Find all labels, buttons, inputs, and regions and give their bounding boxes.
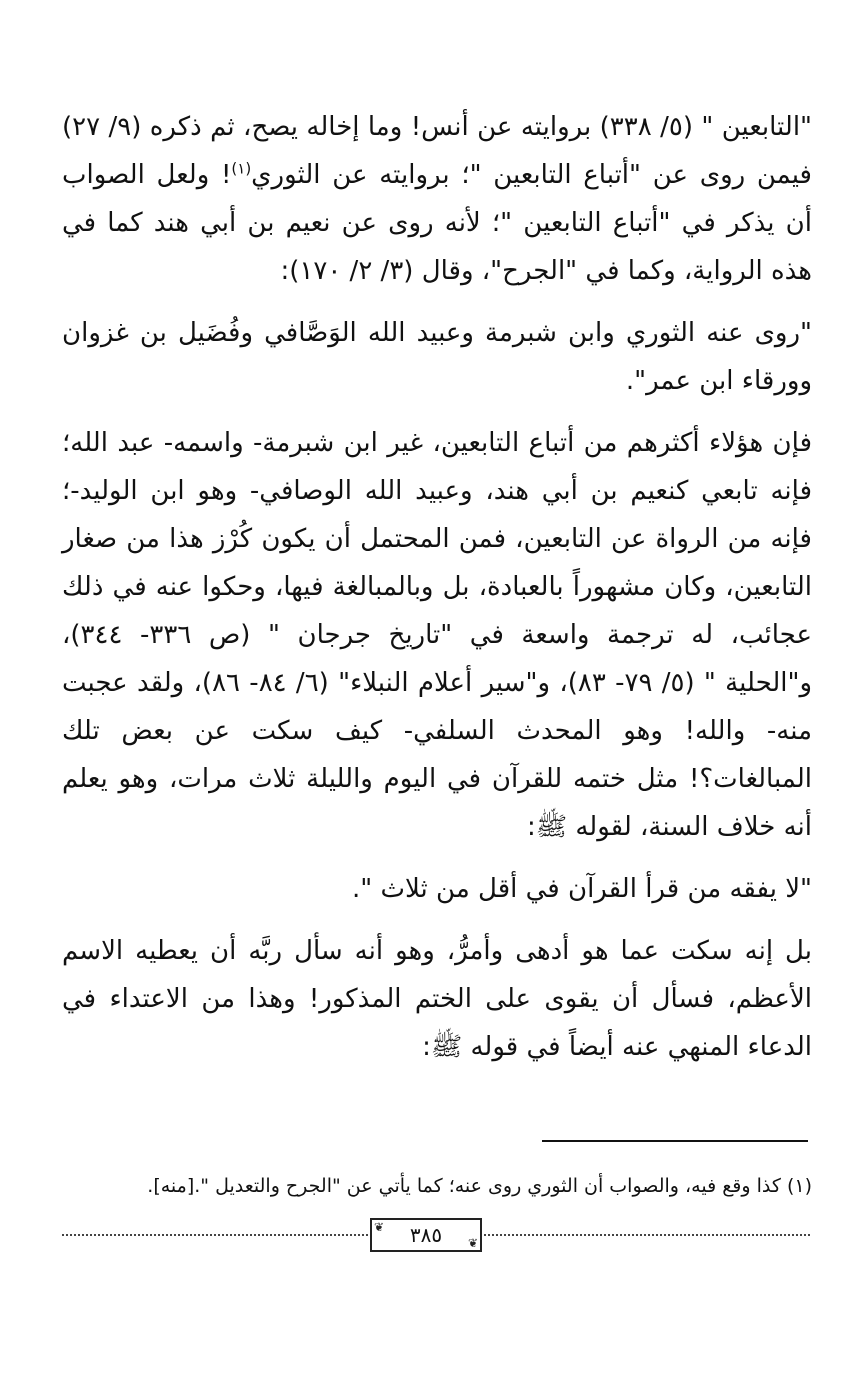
paragraph-3: فإن هؤلاء أكثرهم من أتباع التابعين، غير ابن شبرمة- واسمه- عبد الله؛ فإنه تابعي كنعيم بن أبي هند، وعبيد الله الوصافي- وهو ابن الوليد-؛ فإنه من الرواة عن التابعين، فمن المحتمل أن يكون كُرْز هذا من صغار التابعين، وكان مشهوراً بالعبادة، بل وبالمبالغة فيها، وحكوا عنه في ذلك عجائب، له ترجمة واسعة في "تاريخ جرجان " (ص ٣٣٦- ٣٤٤)، و"الحلية " (٥/ ٧٩- ٨٣)، و"سير أعلام النبلاء" (٦/ ٨٤- ٨٦)، ولقد عجبت منه- والله! وهو المحدث السلفي- كيف سكت عن بعض تلك المبالغات؟! مثل ختمه للقرآن في اليوم والليلة ثلاث مرات، وهو يعلم أنه خلاف السنة، لقوله ﷺ: bbox=[62, 428, 813, 842]
paragraph-1-part-a: "التابعين " (٥/ ٣٣٨) بروايته عن أنس! وما إخاله يصح، ثم ذكره (٩/ ٢٧) فيمن روى عن "أتباع التابعين "؛ بروايته عن الثوري bbox=[62, 112, 813, 190]
footer-dotted-line-left bbox=[62, 1234, 368, 1236]
paragraph-1 bbox=[62, 103, 812, 295]
main-text bbox=[62, 103, 812, 1071]
paragraph-4-hadith: "لا يفقه من قرأ القرآن في أقل من ثلاث ". bbox=[352, 874, 812, 904]
paragraph-1-part-b: ! ولعل الصواب أن يذكر في "أتباع التابعين "؛ لأنه روى عن نعيم بن أبي هند كما في هذه الرواية، وكما في "الجرح"، وقال (٣/ ٢/ ١٧٠): bbox=[62, 160, 812, 286]
footnote-separator bbox=[542, 1140, 808, 1142]
ornament-icon: ❦ bbox=[374, 1220, 385, 1234]
page-number: ٣٨٥ bbox=[409, 1223, 443, 1247]
footnote-reference: (١) bbox=[231, 159, 252, 178]
ornament-icon: ❦ bbox=[467, 1236, 478, 1250]
page-number-frame bbox=[370, 1218, 482, 1252]
paragraph-2-quote: "روى عنه الثوري وابن شبرمة وعبيد الله الوَصَّافي وفُضَيل بن غزوان وورقاء ابن عمر". bbox=[62, 318, 812, 396]
footer-dotted-line-right bbox=[484, 1234, 810, 1236]
paragraph-5: بل إنه سكت عما هو أدهى وأمرُّ، وهو أنه سأل ربَّه أن يعطيه الاسم الأعظم، فسأل أن يقوى على الختم المذكور! وهذا من الاعتداء في الدعاء المنهي عنه أيضاً في قوله ﷺ: bbox=[62, 936, 812, 1062]
footnote: (١) كذا وقع فيه، والصواب أن الثوري روى عنه؛ كما يأتي عن "الجرح والتعديل ".[منه]. bbox=[147, 1175, 812, 1197]
